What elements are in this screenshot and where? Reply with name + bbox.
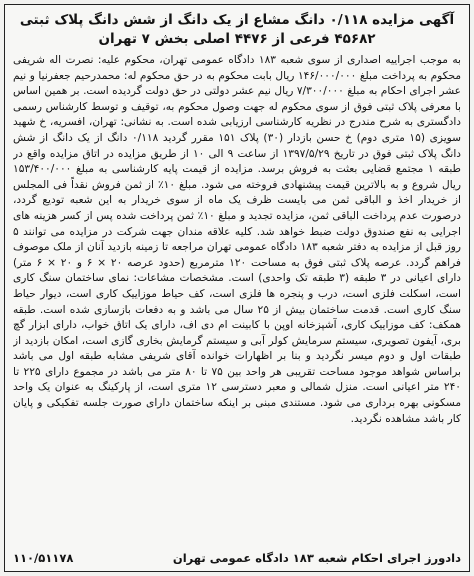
issuer-signature: دادورز اجرای احکام شعبه ۱۸۳ دادگاه عمومی تهران — [172, 551, 461, 565]
notice-title: آگهی مزایده ۰/۱۱۸ دانگ مشاع از یک دانگ از شش دانگ پلاک ثبتی ۴۵۶۸۲ فرعی از ۴۴۷۶ اصلی بخش ۷ تهران — [19, 12, 455, 47]
auction-notice — [4, 4, 470, 572]
reference-number: ۱۱۰/۵۱۱۷۸ — [13, 551, 74, 565]
notice-body: به موجب اجراییه اصداری از سوی شعبه ۱۸۳ دادگاه عمومی تهران، محکوم علیه: نصرت اله شریفی محکوم به پرداخت مبلغ ۱۴۶/۰۰۰/۰۰۰ ریال بابت محکوم به در حق محکوم له: محمدرحیم جعفرنیا و نیم عشر اجرای احکام به مبلغ ۷/۳۰۰/۰۰۰ ریال نیم عشر دولتی در حق دولت گردیده است. بر همین اساس با معرفی پلاک ثبتی فوق از سوی محکوم له جهت وصول محکوم به، توقیف و توسط کارشناس رسمی دادگستری به شرح مندرج در نظریه کارشناسی ارزیابی شده است. به نشانی: تهران، افسریه، خ شهید سویزی (۱۵ متری دوم) خ حسن بازدار (۳۰) پلاک ۱۵۱ مقرر گردید ۰/۱۱۸ دانگ از یک دانگ از شش دانگ پلاک ثبتی فوق در تاریخ ۱۳۹۷/۵/۲۹ از ساعت ۹ الی ۱۰ از طریق مزایده در اتاق مزایده واقع در طبقه ۱ مجتمع قضایی بعثت به فروش برسد. مزایده از قیمت پایه کارشناسی به مبلغ ۱۵۳/۴۰۰/۰۰۰ ریال شروع و به بالاترین قیمت پیشنهادی فروخته می شود. مبلغ ۱۰٪ از ثمن فروش نقداً فی المجلس از خریدار اخذ و الباقی ثمن می بایست ظرف یک ماه از سوی خریدار به این شعبه تودیع گردد، درصورت عدم پرداخت الباقی ثمن، مزایده تجدید و مبلغ ۱۰٪ ثمن پرداخت شده پس از کسر هزینه های اجرایی به نفع صندوق دولت ضبط خواهد شد. کلیه علاقه مندان جهت شرکت در مزایده می توانند ۵ روز قبل از مزایده به دفتر شعبه ۱۸۳ دادگاه عمومی تهران مراجعه تا زمینه بازدید آنان از ملک موصوف فراهم گردد. عرصه پلاک ثبتی فوق به مساحت ۱۲۰ مترمربع (حدود عرصه ۲۰ × ۶ و ۲۰ × ۶ متر) دارای اعیانی در ۳ طبقه (۳ طبقه تک واحدی) است. مشخصات مشاعات: نمای ساختمان سنگ کاری است، اسکلت فلزی است، درب و پنجره ها فلزی است، کف حیاط موزاییک کاری است، دیوار حیاط سنگ کاری است. قدمت ساختمان بیش از ۲۵ سال می باشد و به دفعات بازسازی شده است. طبقه همکف: کف موزاییک کاری، آشپزخانه اوپن با کابینت ام دی اف، دارای یک اتاق خواب، دارای ابزار گچ بری، آیفون تصویری، سیستم سرمایش کولر آبی و سیستم گرمایش بخاری گازی است، امکان بازدید از طبقات اول و دوم میسر نگردید و بنا بر اظهارات خوانده آقای شریفی مشابه طبقه اول می باشد براساس شواهد موجود مساحت تقریبی هر واحد بین ۷۵ تا ۸۰ متر می باشد در مجموع دارای ۲۲۵ تا ۲۴۰ متر اعیانی است. منزل شمالی و معبر دسترسی ۱۲ متری است، از پارکینگ به عنوان یک واحد مسکونی بهره برداری می شود. مستندی مبنی بر اینکه ساختمان دارای صورت جلسه تفکیکی و پایان کار باشد مشاهده نگردید. — [13, 54, 461, 425]
notice-footer — [13, 551, 461, 565]
